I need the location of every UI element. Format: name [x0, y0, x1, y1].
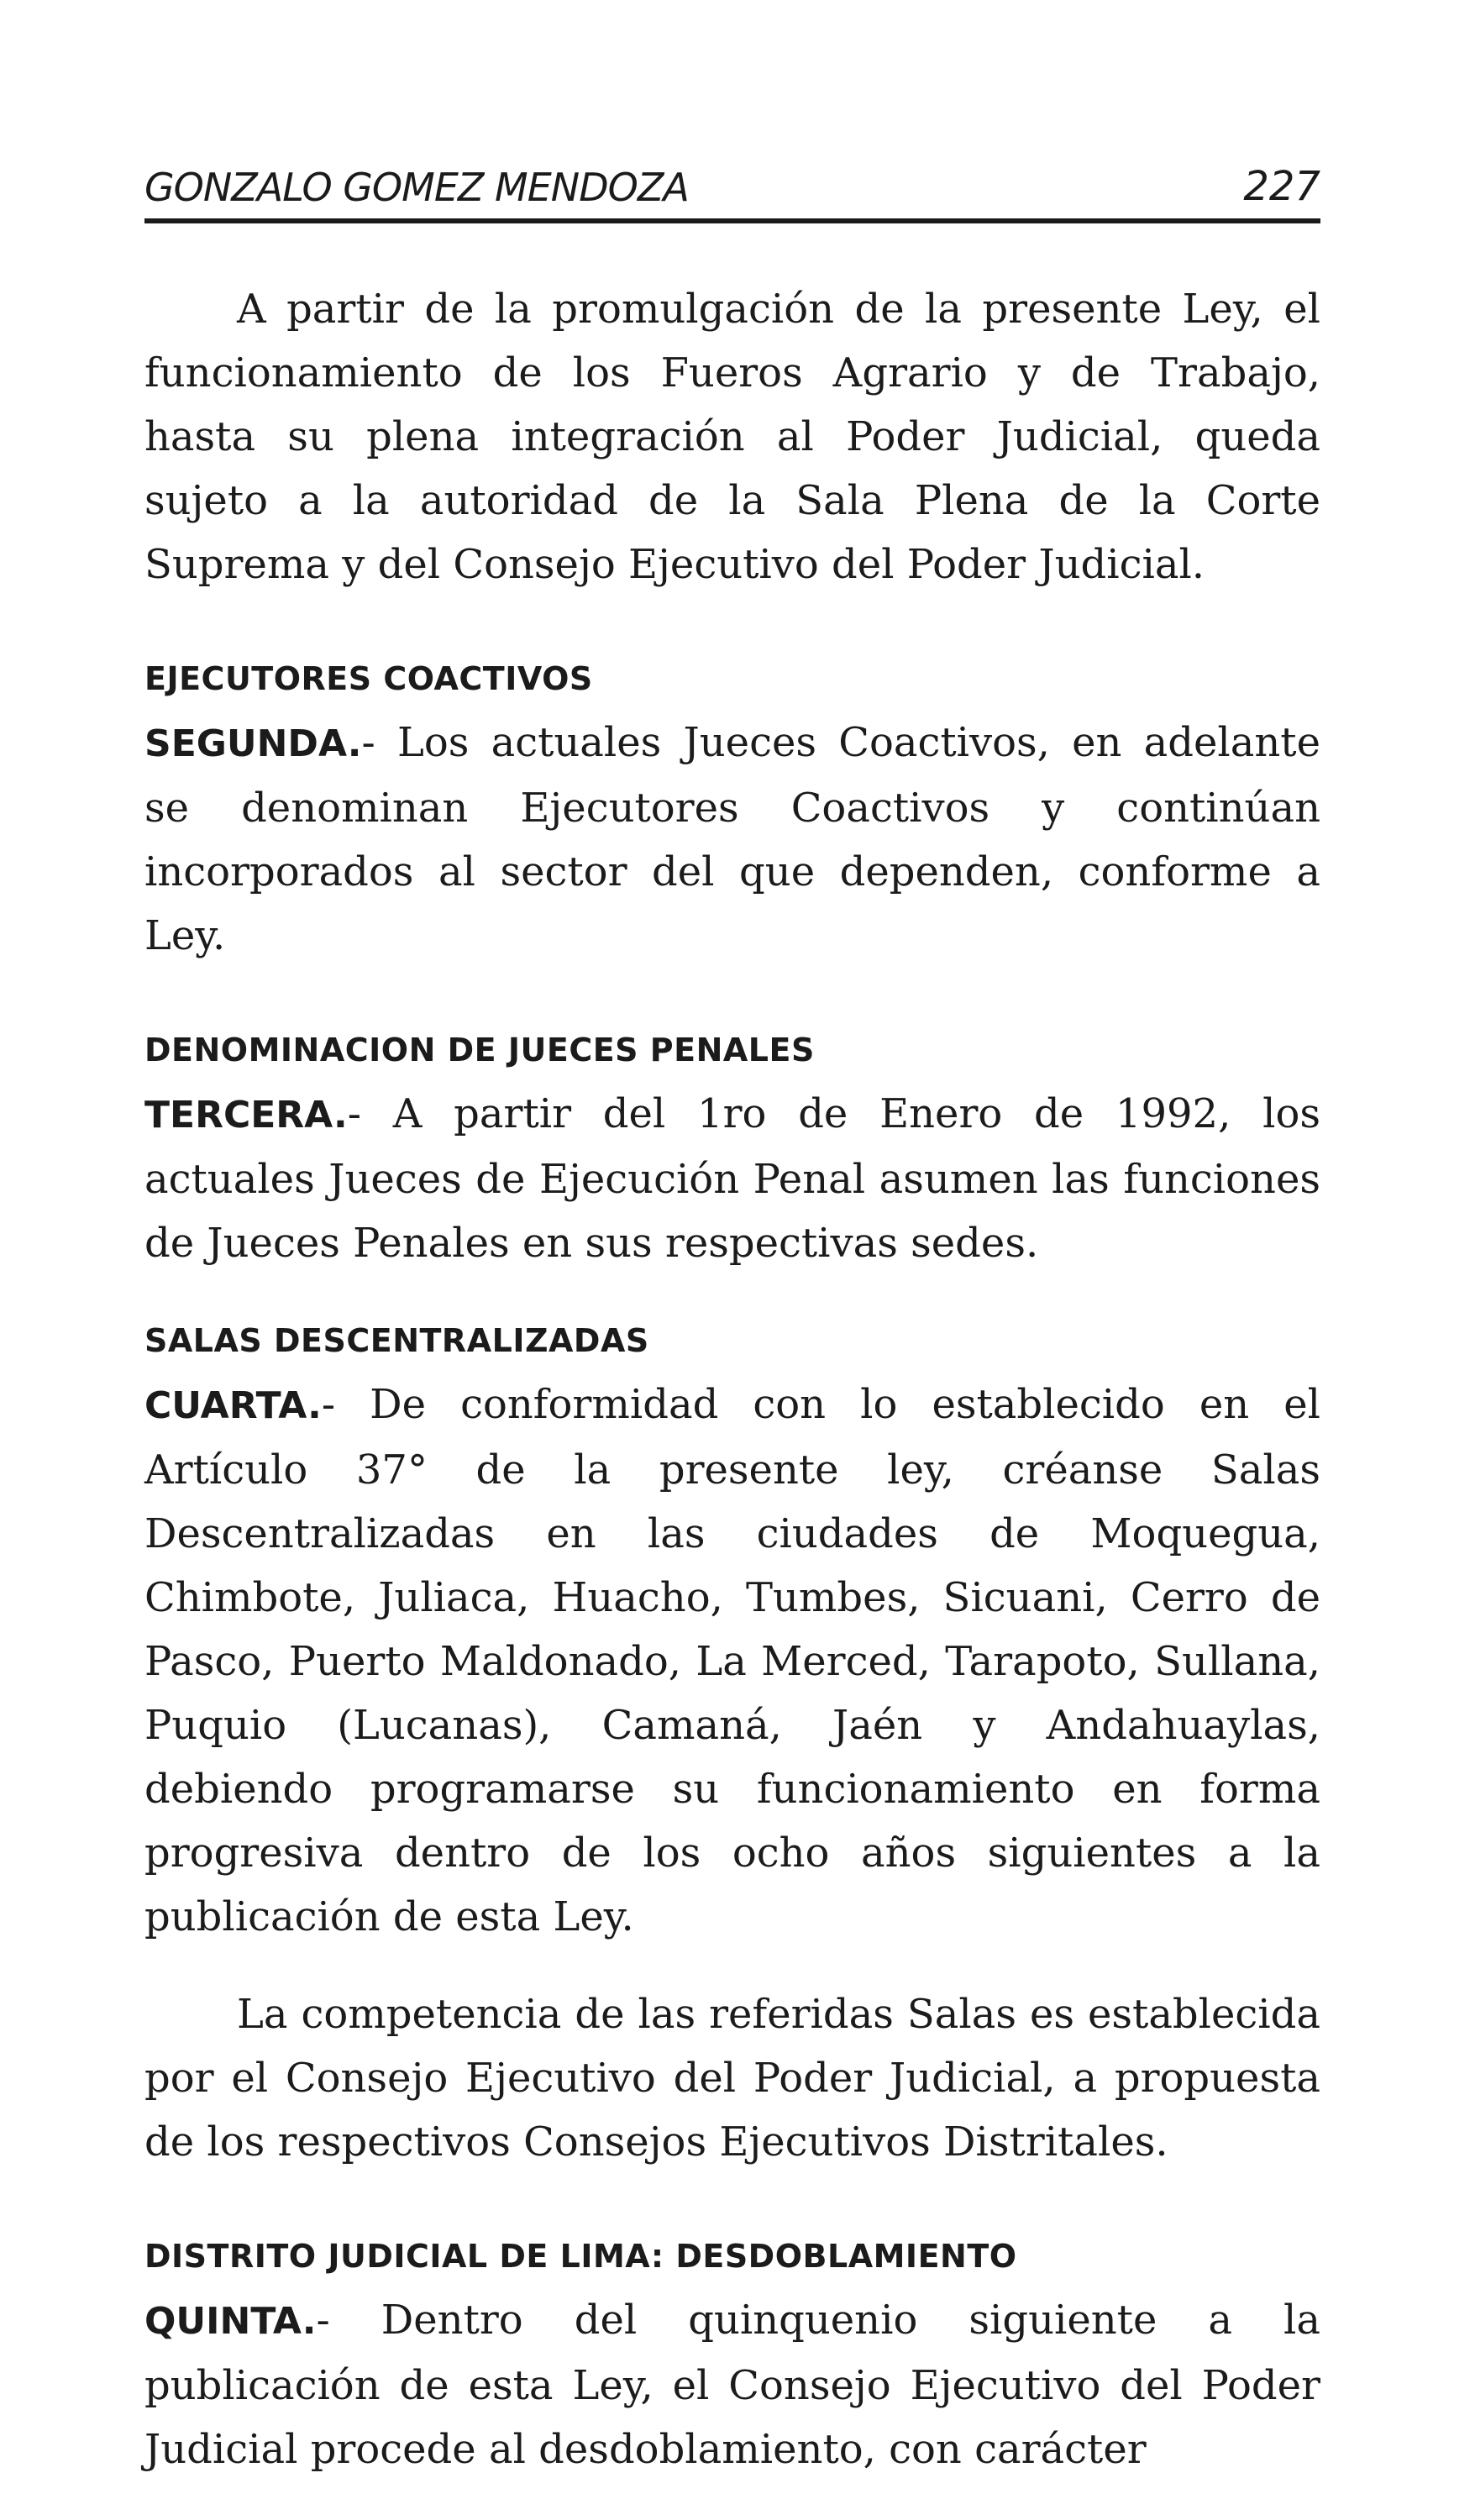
section-title-jueces-penales: DENOMINACION DE JUECES PENALES: [144, 1032, 815, 1068]
paragraph-segunda: [144, 711, 1320, 968]
paragraph-competencia: La competencia de las referidas Salas es establecida por el Consejo Ejecutivo del Poder Judicial, a propuesta de los respectivos Consejos Ejecutivos Distritales.: [144, 1991, 1320, 2166]
section-title-ejecutores: EJECUTORES COACTIVOS: [144, 660, 593, 697]
lead-quinta: QUINTA.: [144, 2300, 317, 2343]
text-quinta: - Dentro del quinquenio siguiente a la publicación de esta Ley, el Consejo Ejecutivo del Poder Judicial procede al desdoblamiento, con carácter: [144, 2297, 1320, 2473]
paragraph-cuarta: [144, 1373, 1320, 1949]
lead-segunda: SEGUNDA.: [144, 722, 362, 765]
page-number: 227: [1243, 163, 1320, 210]
text-cuarta: - De conformidad con lo establecido en el Artículo 37° de la presente ley, créanse Salas Descentralizadas en las ciudades de Moquegua, Chimbote, Juliaca, Huacho, Tumbes, Sicuani, Cerro de Pasco, Puerto Maldonado, La Merced, Tarapoto, Sullana, Puquio (Lucanas), Camaná, Jaén y Andahuaylas, debiendo programarse su funcionamiento en forma progresiva dentro de los ocho años siguientes a la publicación de esta Ley.: [144, 1381, 1320, 1940]
lead-cuarta: CUARTA.: [144, 1384, 322, 1427]
page-header: [144, 160, 1320, 223]
page-body: [144, 277, 1320, 2481]
paragraph-quinta: [144, 2288, 1320, 2481]
section-title-salas: SALAS DESCENTRALIZADAS: [144, 1322, 649, 1359]
intro-paragraph: A partir de la promulgación de la presente Ley, el funcionamiento de los Fueros Agrario y de Trabajo, hasta su plena integración al Poder Judicial, queda sujeto a la autoridad de la Sala Plena de la Corte Suprema y del Consejo Ejecutivo del Poder Judicial.: [144, 286, 1320, 588]
running-head: GONZALO GOMEZ MENDOZA: [144, 165, 689, 210]
text-tercera: - A partir del 1ro de Enero de 1992, los actuales Jueces de Ejecución Penal asumen las funciones de Jueces Penales en sus respectivas sedes.: [144, 1090, 1320, 1267]
section-title-distrito-lima: DISTRITO JUDICIAL DE LIMA: DESDOBLAMIENTO: [144, 2238, 1017, 2275]
text-segunda: - Los actuales Jueces Coactivos, en adelante se denominan Ejecutores Coactivos y continúan incorporados al sector del que dependen, conforme a Ley.: [144, 719, 1320, 959]
paragraph-tercera: [144, 1082, 1320, 1275]
lead-tercera: TERCERA.: [144, 1094, 348, 1137]
